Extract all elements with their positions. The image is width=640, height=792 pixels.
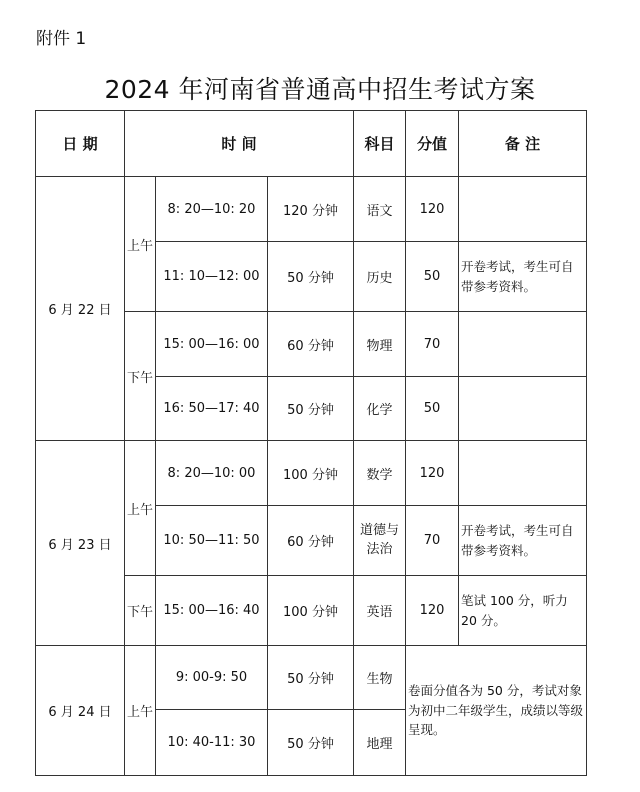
note-cell [459,441,587,506]
subject-cell: 数学 [354,441,406,506]
date-cell: 6 月 23 日 [36,441,125,646]
score-cell: 120 [406,576,459,646]
note-cell [459,177,587,242]
table-row [36,177,587,242]
header-subject: 科目 [354,111,406,177]
note-cell: 卷面分值各为 50 分，考试对象为初中二年级学生，成绩以等级呈现。 [406,646,587,776]
score-cell: 50 [406,242,459,312]
duration-cell: 50 分钟 [268,710,354,776]
duration-cell: 50 分钟 [268,646,354,710]
date-cell: 6 月 22 日 [36,177,125,441]
subject-cell: 语文 [354,177,406,242]
score-cell: 120 [406,177,459,242]
time-cell: 10: 40-11: 30 [156,710,268,776]
duration-cell: 50 分钟 [268,242,354,312]
note-cell: 开卷考试，考生可自带参考资料。 [459,506,587,576]
time-cell: 15: 00—16: 00 [156,312,268,377]
subject-cell: 物理 [354,312,406,377]
time-cell: 8: 20—10: 20 [156,177,268,242]
session-am: 上午 [125,646,156,776]
header-time: 时 间 [125,111,354,177]
subject-cell: 历史 [354,242,406,312]
header-date: 日 期 [36,111,125,177]
time-cell: 10: 50—11: 50 [156,506,268,576]
time-cell: 15: 00—16: 40 [156,576,268,646]
score-cell: 50 [406,377,459,441]
header-score: 分值 [406,111,459,177]
table-row [36,441,587,506]
score-cell: 70 [406,312,459,377]
duration-cell: 60 分钟 [268,506,354,576]
subject-cell: 英语 [354,576,406,646]
score-cell: 120 [406,441,459,506]
session-am: 上午 [125,441,156,576]
subject-cell: 地理 [354,710,406,776]
session-pm: 下午 [125,312,156,441]
time-cell: 9: 00-9: 50 [156,646,268,710]
duration-cell: 50 分钟 [268,377,354,441]
note-cell: 笔试 100 分，听力 20 分。 [459,576,587,646]
time-cell: 16: 50—17: 40 [156,377,268,441]
session-pm: 下午 [125,576,156,646]
duration-cell: 120 分钟 [268,177,354,242]
duration-cell: 60 分钟 [268,312,354,377]
duration-cell: 100 分钟 [268,441,354,506]
time-cell: 8: 20—10: 00 [156,441,268,506]
exam-schedule-table [35,110,587,776]
date-cell: 6 月 24 日 [36,646,125,776]
score-cell: 70 [406,506,459,576]
note-cell: 开卷考试，考生可自带参考资料。 [459,242,587,312]
note-cell [459,312,587,377]
header-notes: 备 注 [459,111,587,177]
subject-cell: 道德与法治 [354,506,406,576]
duration-cell: 100 分钟 [268,576,354,646]
time-cell: 11: 10—12: 00 [156,242,268,312]
note-cell [459,377,587,441]
session-am: 上午 [125,177,156,312]
attachment-label: 附件 1 [36,29,87,49]
subject-cell: 化学 [354,377,406,441]
header-row [36,111,587,177]
subject-cell: 生物 [354,646,406,710]
document-title: 2024 年河南省普通高中招生考试方案 [104,75,536,104]
table-row [36,646,587,710]
